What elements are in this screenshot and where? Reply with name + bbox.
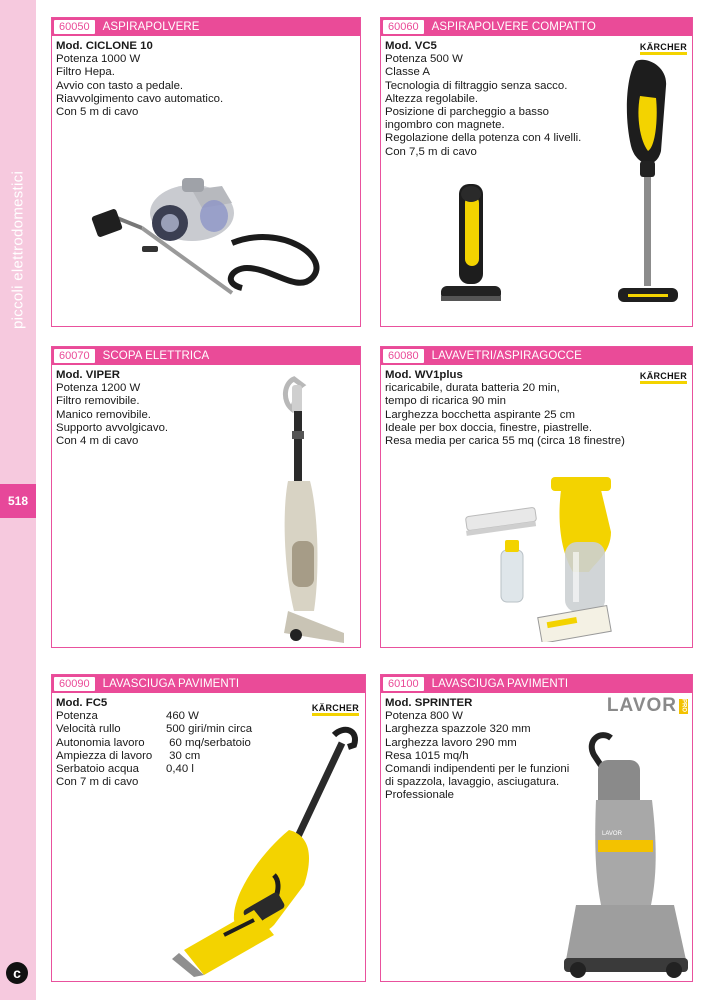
product-model: Mod. VC5 [385,40,437,52]
karcher-logo: KÄRCHER [640,371,687,384]
spec-line: Manico removibile. [56,408,151,421]
lavor-wordmark: LAVOR [606,695,677,716]
product-category: LAVASCIUGA PAVIMENTI [431,678,569,690]
product-category: LAVASCIUGA PAVIMENTI [102,678,240,690]
spec-line: Altezza regolabile. [385,92,479,105]
spec-line: Resa media per carica 55 mq (circa 18 finestre) [385,435,625,448]
spec-line: Supporto avvolgicavo. [56,421,169,434]
card-header [52,18,360,36]
karcher-logo: KÄRCHER [640,42,687,55]
spec-line: Tecnologia di filtraggio senza sacco. [385,79,568,92]
product-category: ASPIRAPOLVERE COMPATTO [431,21,596,33]
product-code: 60100 [383,677,424,691]
spec-row: Serbatoio acqua 0,40 l [56,763,194,776]
spec-line: Ideale per box doccia, finestre, piastrelle. [385,421,593,434]
card-header [52,675,365,693]
electric-broom-image [274,371,354,646]
compact-vacuum-image-folded [431,176,506,316]
cyclone-vacuum-image [82,168,332,303]
card-header [381,675,692,693]
product-description [56,40,356,119]
floor-cleaner-image [164,725,364,977]
spec-row: Autonomia lavoro 60 mq/serbatoio [56,736,251,749]
spec-line: Con 5 m di cavo [56,106,139,119]
spec-row: Ampiezza di lavoro 30 cm [56,749,201,762]
product-card-60060 [380,17,693,327]
spec-line: Comandi indipendenti per le funzioni [385,763,570,776]
product-code: 60060 [383,20,424,34]
product-card-60070 [51,346,361,648]
spec-line: Potenza 1200 W [56,382,141,395]
compact-vacuum-image-upright [606,56,686,316]
product-card-60050 [51,17,361,327]
spec-line: Larghezza spazzole 320 mm [385,723,531,736]
product-model: Mod. CICLONE 10 [56,40,153,52]
product-model: Mod. VIPER [56,369,120,381]
karcher-logo: KÄRCHER [312,703,359,716]
product-category: LAVAVETRI/ASPIRAGOCCE [431,350,582,362]
spec-line: Con 7 m di cavo [56,776,139,789]
spec-line: Classe A [385,66,430,79]
product-category: ASPIRAPOLVERE [102,21,200,33]
spec-line: Potenza 800 W [385,710,463,723]
spec-line: Larghezza lavoro 290 mm [385,736,517,749]
spec-line: Potenza 500 W [385,53,463,66]
lavor-pro-tag: PRO [680,699,687,713]
card-header [52,347,360,365]
spec-line: ingombro con magnete. [385,119,505,132]
card-header [381,347,692,365]
spec-row: Potenza 460 W [56,710,199,723]
product-model: Mod. WV1plus [385,369,463,381]
spec-line: Larghezza bocchetta aspirante 25 cm [385,408,575,421]
product-code: 60080 [383,349,424,363]
svg-text:LAVOR: LAVOR [602,831,622,837]
spec-line: Professionale [385,789,455,802]
product-description [385,369,688,448]
publisher-logo: c [6,962,28,984]
spec-line: Avvio con tasto a pedale. [56,79,184,92]
spec-line: ricaricabile, durata batteria 20 min, [385,382,560,395]
spec-line: Riavvolgimento cavo automatico. [56,92,224,105]
section-title: piccoli elettrodomestici [9,170,27,330]
spec-row: Velocità rullo 500 giri/min circa [56,723,253,736]
product-category: SCOPA ELETTRICA [102,350,210,362]
product-card-60100 [380,674,693,982]
product-model: Mod. FC5 [56,697,108,709]
product-model: Mod. SPRINTER [385,697,473,709]
product-code: 60090 [54,677,95,691]
spec-line: Filtro Hepa. [56,66,115,79]
spec-line: Potenza 1000 W [56,53,141,66]
spec-line: Filtro removibile. [56,395,140,408]
page-number: 518 [0,484,36,518]
card-header [381,18,692,36]
product-card-60090 [51,674,366,982]
sidebar [0,0,36,1000]
product-code: 60050 [54,20,95,34]
product-code: 60070 [54,349,95,363]
window-vacuum-image [461,472,671,642]
spec-line: Con 7,5 m di cavo [385,145,477,158]
product-card-60080 [380,346,693,648]
spec-line: Resa 1015 mq/h [385,749,469,762]
spec-line: Con 4 m di cavo [56,435,139,448]
spec-line: tempo di ricarica 90 min [385,395,506,408]
spec-line: di spazzola, lavaggio, asciugatura. [385,776,560,789]
spec-line: Regolazione della potenza con 4 livelli. [385,132,582,145]
spec-line: Posizione di parcheggio a basso [385,106,550,119]
floor-scrubber-image [556,730,692,980]
